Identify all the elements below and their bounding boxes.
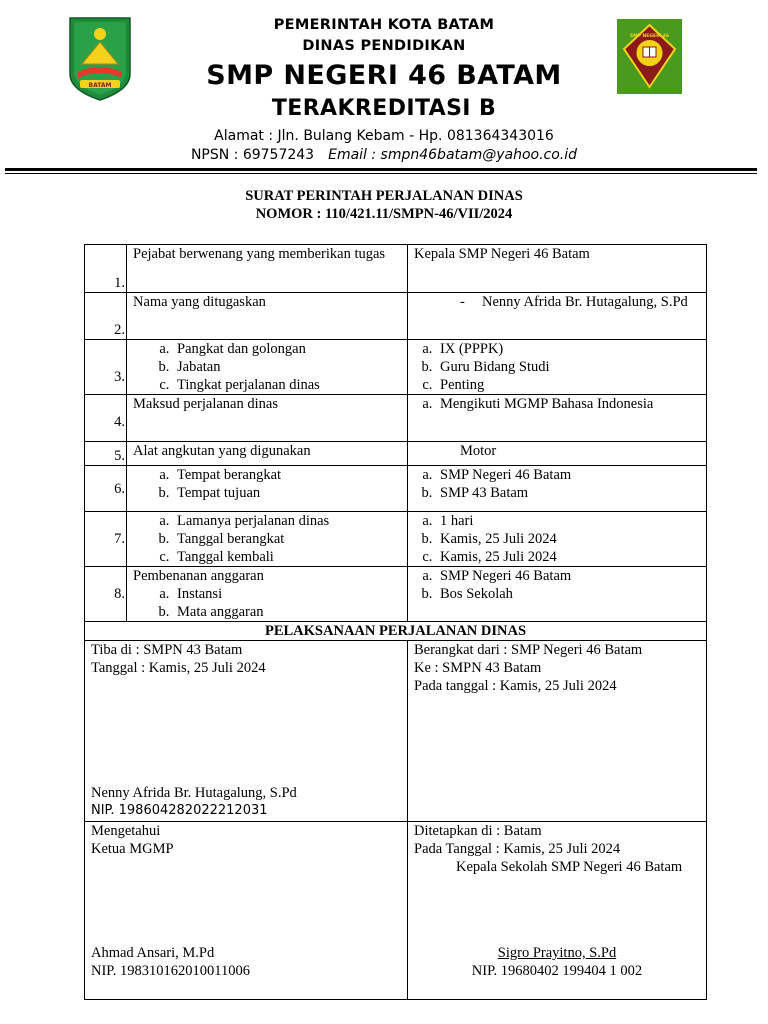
departure-box	[408, 641, 707, 822]
signer-name: Ahmad Ansari, M.Pd	[91, 945, 215, 961]
table-row	[85, 567, 707, 622]
list-item: a. Instansi	[173, 585, 407, 603]
row-label: Maksud perjalanan dinas	[127, 395, 408, 442]
document-number: NOMOR : 110/421.11/SMPN-46/VII/2024	[255, 206, 513, 222]
departure-to: Ke : SMPN 43 Batam	[414, 660, 542, 676]
list-item: c. Kamis, 25 Juli 2024	[436, 548, 706, 566]
list-item: a. Tempat berangkat	[173, 466, 407, 484]
list-item: c. Tingkat perjalanan dinas	[173, 376, 407, 394]
row-number: 8.	[85, 567, 127, 622]
departure-from: Berangkat dari : SMP Negeri 46 Batam	[414, 642, 643, 658]
signer-role: Ketua MGMP	[91, 841, 174, 857]
issued-at: Ditetapkan di : Batam	[414, 823, 542, 839]
sppd-table	[84, 244, 707, 1000]
school-logo	[617, 19, 682, 94]
batam-city-emblem	[68, 16, 132, 102]
section-heading: PELAKSANAAN PERJALANAN DINAS	[85, 622, 707, 641]
arrival-date: Tanggal : Kamis, 25 Juli 2024	[91, 660, 266, 676]
list-item: a. SMP Negeri 46 Batam	[436, 567, 706, 585]
school-email: Email : smpn46batam@yahoo.co.id	[328, 147, 578, 163]
row-label	[127, 466, 408, 512]
list-item: c. Penting	[436, 376, 706, 394]
row-label	[127, 340, 408, 395]
school-name: SMP NEGERI 46 BATAM	[206, 60, 562, 91]
list-item: b. SMP 43 Batam	[436, 484, 706, 502]
budget-label: Pembenanan anggaran	[133, 568, 264, 584]
row-value: Motor	[408, 442, 707, 466]
table-row	[85, 512, 707, 567]
departure-date: Pada tanggal : Kamis, 25 Juli 2024	[414, 678, 617, 694]
document-title: SURAT PERINTAH PERJALANAN DINAS	[245, 188, 523, 204]
npsn: NPSN : 69757243	[190, 147, 315, 163]
row-value	[408, 395, 707, 442]
row-number: 2.	[85, 293, 127, 340]
signer-nip: NIP. 198310162010011006	[91, 963, 250, 979]
header-rule-thick	[5, 168, 757, 171]
assignee-name: Nenny Afrida Br. Hutagalung, S.Pd	[482, 294, 688, 310]
row-number: 7.	[85, 512, 127, 567]
gov-name: PEMERINTAH KOTA BATAM	[273, 17, 495, 33]
table-row	[85, 641, 707, 822]
list-item: b. Jabatan	[173, 358, 407, 376]
list-item: c. Tanggal kembali	[173, 548, 407, 566]
list-item: a. Pangkat dan golongan	[173, 340, 407, 358]
principal-role: Kepala Sekolah SMP Negeri 46 Batam	[456, 859, 683, 875]
dash: -	[460, 294, 465, 310]
mgmp-sign-box	[85, 822, 408, 1000]
table-row	[85, 822, 707, 1000]
school-address: Alamat : Jln. Bulang Kebam - Hp. 081364343016	[214, 128, 554, 144]
table-row	[85, 340, 707, 395]
principal-name: Sigro Prayitno, S.Pd	[497, 945, 617, 961]
row-number: 5.	[85, 442, 127, 466]
accreditation: TERAKREDITASI B	[271, 96, 497, 121]
table-row	[85, 245, 707, 293]
list-item: b. Tempat tujuan	[173, 484, 407, 502]
row-value	[408, 466, 707, 512]
traveler-name: Nenny Afrida Br. Hutagalung, S.Pd	[91, 785, 297, 801]
list-item: a. Lamanya perjalanan dinas	[173, 512, 407, 530]
table-row	[85, 395, 707, 442]
row-label	[127, 567, 408, 622]
table-row	[85, 466, 707, 512]
row-number: 3.	[85, 340, 127, 395]
list-item: a. Mengikuti MGMP Bahasa Indonesia	[436, 395, 706, 413]
list-item: b. Guru Bidang Studi	[436, 358, 706, 376]
acknowledged-label: Mengetahui	[91, 823, 161, 839]
list-item: b. Tanggal berangkat	[173, 530, 407, 548]
row-label: Alat angkutan yang digunakan	[127, 442, 408, 466]
row-value	[408, 567, 707, 622]
table-row	[85, 442, 707, 466]
header-rule-thin	[5, 173, 757, 174]
principal-sign-box	[408, 822, 707, 1000]
table-row	[85, 622, 707, 641]
row-value: Kepala SMP Negeri 46 Batam	[408, 245, 707, 293]
svg-text:SMP NEGERI 46: SMP NEGERI 46	[629, 34, 670, 39]
row-number: 4.	[85, 395, 127, 442]
arrival-place: Tiba di : SMPN 43 Batam	[91, 642, 243, 658]
row-label: Nama yang ditugaskan	[127, 293, 408, 340]
traveler-nip: NIP. 198604282022212031	[91, 803, 268, 818]
table-row	[85, 293, 707, 340]
list-item: b. Mata anggaran	[173, 603, 407, 621]
row-value	[408, 512, 707, 567]
list-item: b. Bos Sekolah	[436, 585, 706, 603]
row-label	[127, 512, 408, 567]
department-name: DINAS PENDIDIKAN	[302, 38, 466, 54]
row-number: 6.	[85, 466, 127, 512]
arrival-box	[85, 641, 408, 822]
school-contact	[150, 147, 618, 163]
issued-date: Pada Tanggal : Kamis, 25 Juli 2024	[414, 841, 621, 857]
list-item: a. 1 hari	[436, 512, 706, 530]
principal-nip: NIP. 19680402 199404 1 002	[471, 963, 643, 979]
row-number: 1.	[85, 245, 127, 293]
list-item: a. IX (PPPK)	[436, 340, 706, 358]
row-value	[408, 293, 707, 340]
row-value	[408, 340, 707, 395]
list-item: b. Kamis, 25 Juli 2024	[436, 530, 706, 548]
list-item: a. SMP Negeri 46 Batam	[436, 466, 706, 484]
svg-text:BATAM: BATAM	[88, 82, 112, 89]
row-label: Pejabat berwenang yang memberikan tugas	[127, 245, 408, 293]
